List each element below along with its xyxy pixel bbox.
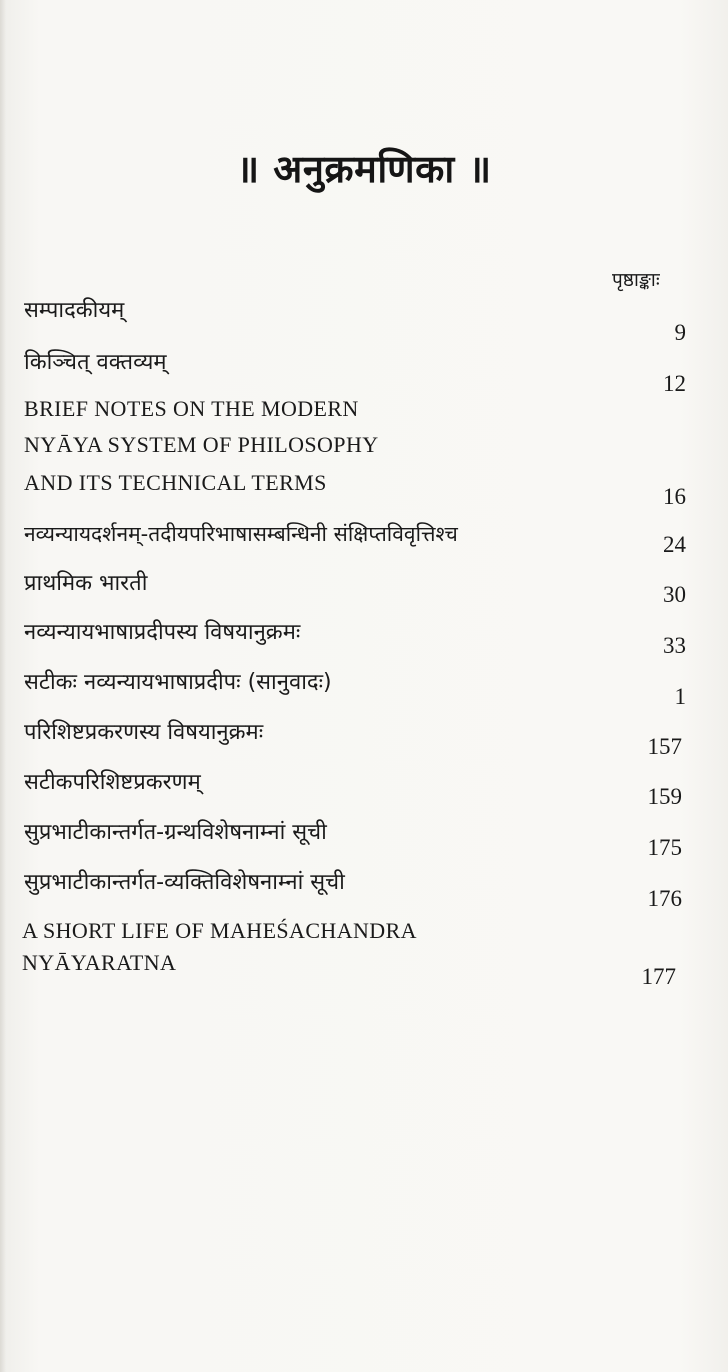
page-number-column-heading: पृष्ठाङ्काः <box>612 269 660 291</box>
toc-entry-title-line: NYĀYARATNA <box>22 950 177 975</box>
toc-entry-page: 157 <box>647 734 682 759</box>
toc-entry-title: सुप्रभाटीकान्तर्गत-व्यक्तिविशेषनाम्नां सूची <box>24 870 345 895</box>
toc-entry-title-line: A SHORT LIFE OF MAHEŚACHANDRA <box>22 918 417 943</box>
toc-entry-page: 30 <box>663 582 686 607</box>
toc-entry-title: सटीकः नव्यन्यायभाषाप्रदीपः (सानुवादः) <box>24 670 332 695</box>
toc-entry-page: 24 <box>663 532 686 557</box>
toc-entry-title: नव्यन्यायदर्शनम्-तदीयपरिभाषासम्बन्धिनी संक्षिप्तविवृत्तिश्च <box>24 522 458 546</box>
toc-entry-title-line: BRIEF NOTES ON THE MODERN <box>24 396 359 421</box>
toc-entry-title: सम्पादकीयम् <box>24 298 125 323</box>
toc-entry-title: नव्यन्यायभाषाप्रदीपस्य विषयानुक्रमः <box>24 620 301 645</box>
toc-entry-page: 12 <box>663 371 686 396</box>
page-title: ॥ अनुक्रमणिका ॥ <box>236 147 492 191</box>
toc-entry-title: सुप्रभाटीकान्तर्गत-ग्रन्थविशेषनाम्नां सूची <box>24 820 327 845</box>
toc-entry-page: 1 <box>674 684 686 709</box>
toc-entry-title: किञ्चित् वक्तव्यम् <box>24 350 167 375</box>
toc-entry-page: 16 <box>663 484 686 509</box>
toc-entry-title: सटीकपरिशिष्टप्रकरणम् <box>24 770 201 795</box>
toc-entry-page: 175 <box>647 835 682 860</box>
page-edge-shadow <box>0 0 6 1372</box>
toc-entry-page: 33 <box>663 633 686 658</box>
toc-entry-page: 177 <box>641 964 676 989</box>
toc-entry-page: 176 <box>647 886 682 911</box>
toc-entry-title-line: AND ITS TECHNICAL TERMS <box>24 470 327 495</box>
toc-entry-title: परिशिष्टप्रकरणस्य विषयानुक्रमः <box>24 720 264 745</box>
toc-entry-page: 9 <box>674 320 686 345</box>
toc-entry-title-line: NYĀYA SYSTEM OF PHILOSOPHY <box>24 432 379 457</box>
toc-entry-title: प्राथमिक भारती <box>24 571 148 596</box>
toc-entry-page: 159 <box>647 784 682 809</box>
